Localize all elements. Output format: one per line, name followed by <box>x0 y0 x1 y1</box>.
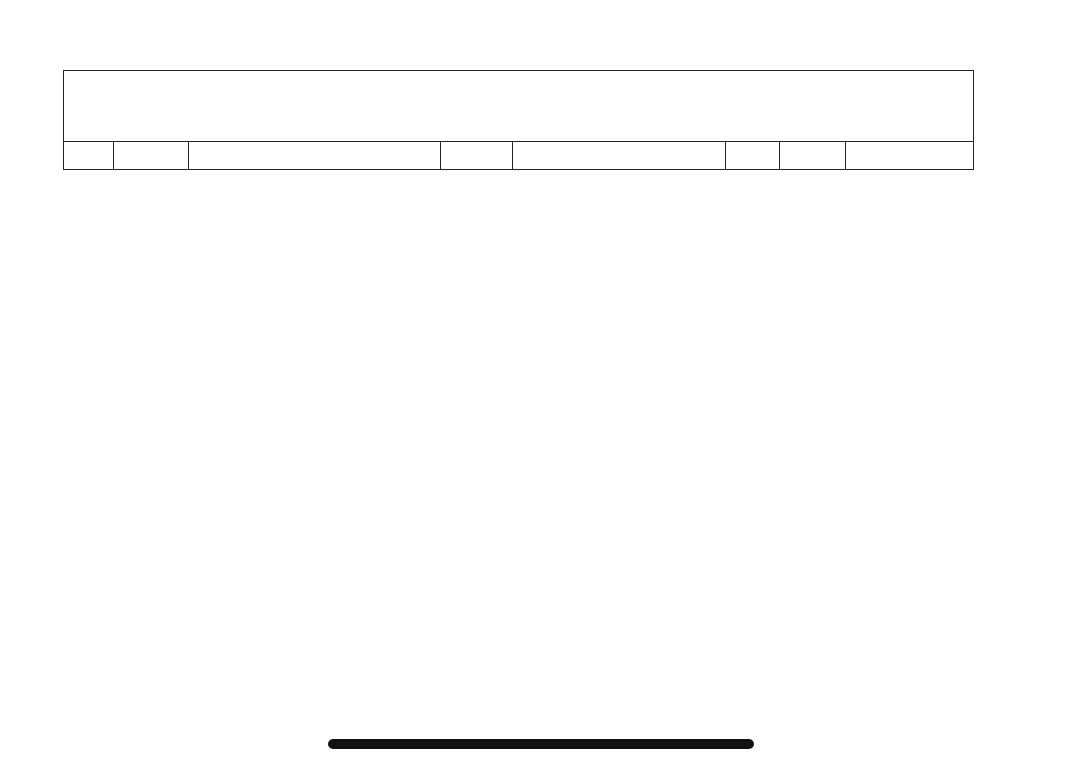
section-title-row <box>64 71 974 142</box>
header-teacher <box>846 142 974 170</box>
header-row <box>64 142 974 170</box>
section-title <box>64 71 974 142</box>
header-major <box>780 142 846 170</box>
award-table <box>63 70 974 170</box>
header-no <box>64 142 114 170</box>
header-name <box>114 142 189 170</box>
vocal-group-section <box>64 71 974 170</box>
header-work <box>189 142 441 170</box>
header-award <box>441 142 513 170</box>
header-grade <box>726 142 780 170</box>
header-school <box>513 142 726 170</box>
home-indicator[interactable] <box>328 739 754 749</box>
